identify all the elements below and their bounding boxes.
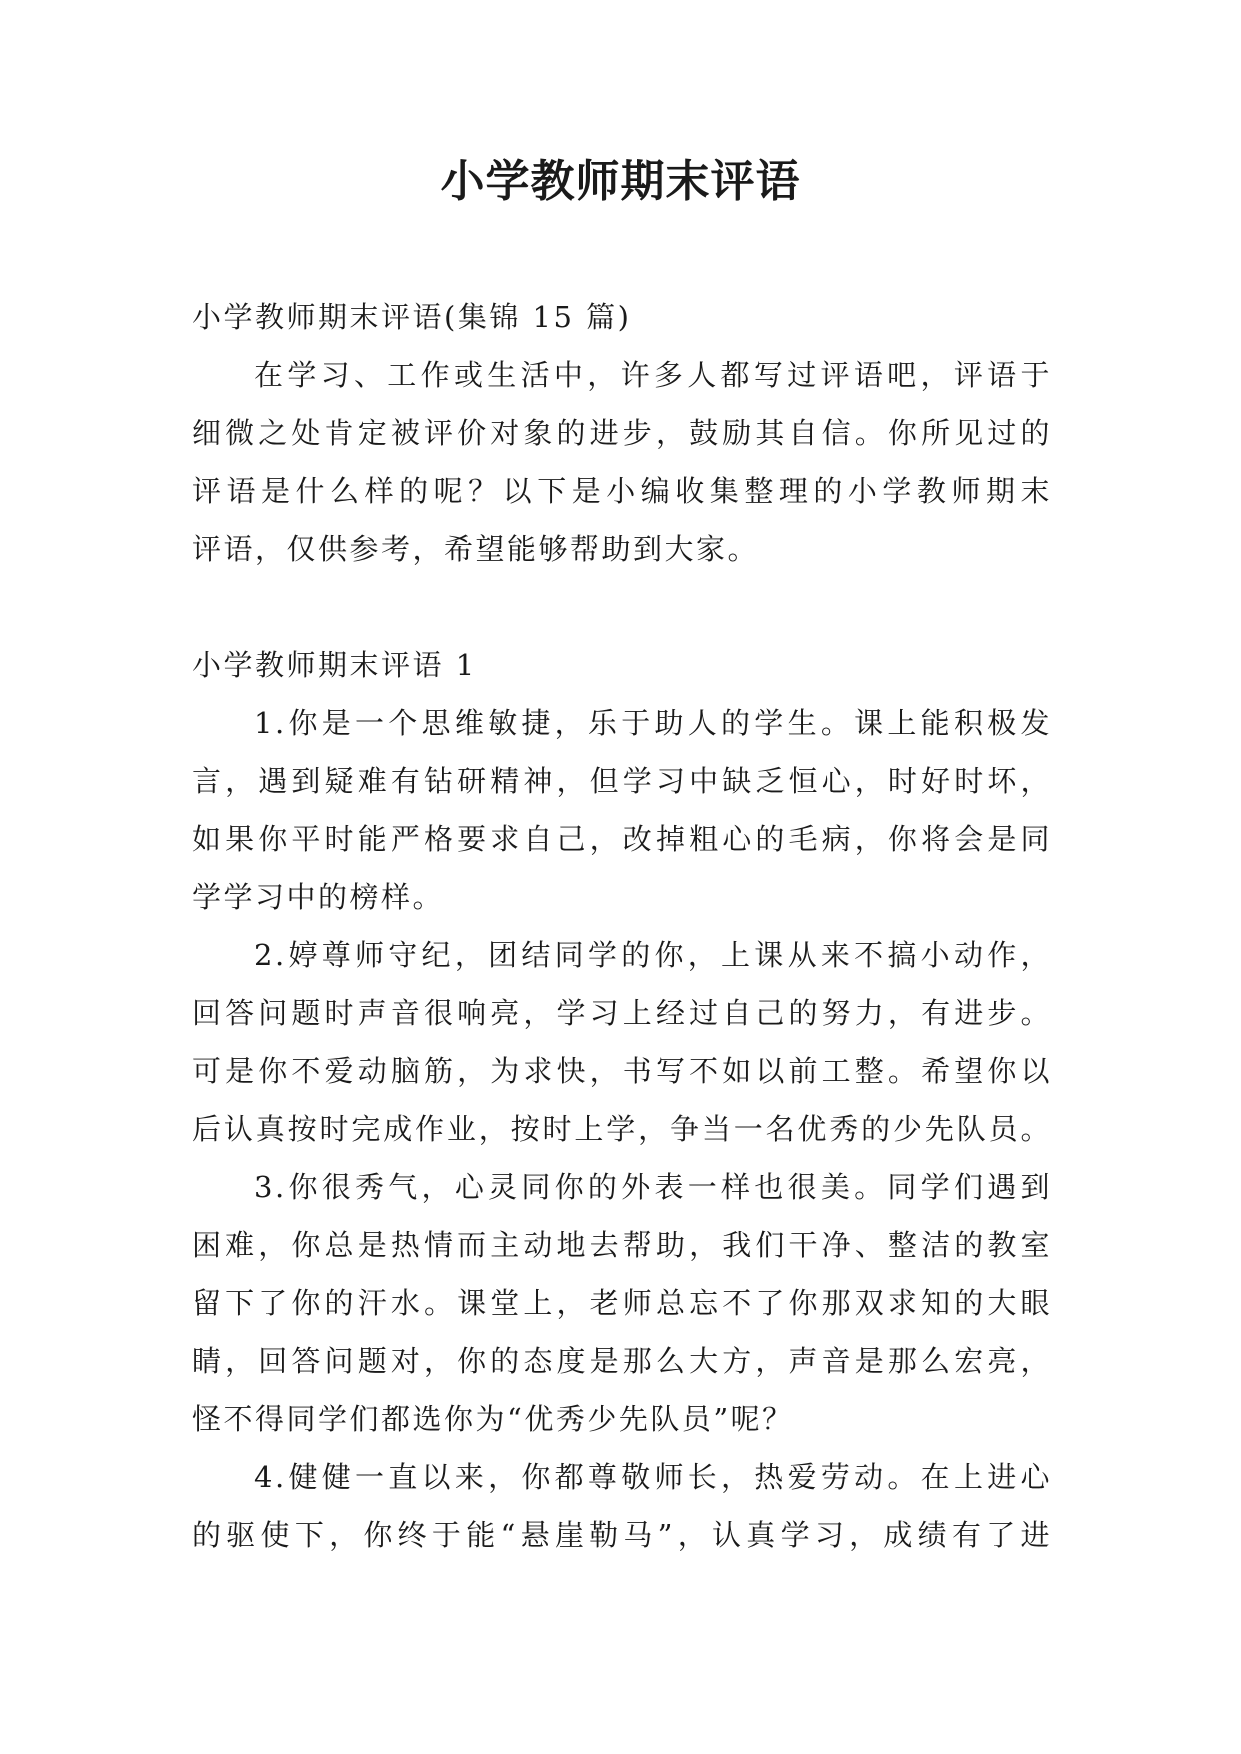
paragraph-spacer xyxy=(192,578,1052,636)
paragraph-line: 评语，仅供参考，希望能够帮助到大家。 xyxy=(192,532,760,566)
document-subtitle: 小学教师期末评语(集锦 15 篇) xyxy=(192,300,632,334)
paragraph-line: 如果你平时能严格要求自己，改掉粗心的毛病，你将会是同 xyxy=(192,822,1052,856)
comment-item-4 xyxy=(192,1448,1052,1564)
paragraph-line: 可是你不爱动脑筋，为求快，书写不如以前工整。希望你以 xyxy=(192,1054,1052,1088)
paragraph-line: 1.你是一个思维敏捷，乐于助人的学生。课上能积极发 xyxy=(254,706,1052,740)
paragraph-line: 睛，回答问题对，你的态度是那么大方，声音是那么宏亮， xyxy=(192,1344,1052,1378)
document-title: 小学教师期末评语 xyxy=(440,156,801,207)
paragraph-line: 困难，你总是热情而主动地去帮助，我们干净、整洁的教室 xyxy=(192,1228,1052,1262)
paragraph-line: 学学习中的榜样。 xyxy=(192,880,445,914)
paragraph-line: 3.你很秀气，心灵同你的外表一样也很美。同学们遇到 xyxy=(254,1170,1052,1204)
paragraph-line: 回答问题时声音很响亮，学习上经过自己的努力，有进步。 xyxy=(192,996,1052,1030)
comment-item-2 xyxy=(192,926,1052,1158)
paragraph-line: 后认真按时完成作业，按时上学，争当一名优秀的少先队员。 xyxy=(192,1112,1052,1146)
paragraph-line: 的驱使下，你终于能“悬崖勒马”，认真学习，成绩有了进 xyxy=(192,1518,1052,1552)
paragraph-line: 2.婷尊师守纪，团结同学的你，上课从来不搞小动作， xyxy=(254,938,1052,972)
paragraph-line: 言，遇到疑难有钻研精神，但学习中缺乏恒心，时好时坏， xyxy=(192,764,1052,798)
paragraph-line: 4.健健一直以来，你都尊敬师长，热爱劳动。在上进心 xyxy=(254,1460,1052,1494)
document-body xyxy=(192,288,1052,1564)
paragraph-line: 细微之处肯定被评价对象的进步，鼓励其自信。你所见过的 xyxy=(192,416,1052,450)
paragraph-line: 留下了你的汗水。课堂上，老师总忘不了你那双求知的大眼 xyxy=(192,1286,1052,1320)
paragraph-line: 怪不得同学们都选你为“优秀少先队员”呢？ xyxy=(192,1402,794,1436)
comment-item-3 xyxy=(192,1158,1052,1448)
section-heading: 小学教师期末评语 1 xyxy=(192,648,477,682)
paragraph-line: 评语是什么样的呢？以下是小编收集整理的小学教师期末 xyxy=(192,474,1052,508)
comment-item-1 xyxy=(192,694,1052,926)
intro-paragraph xyxy=(192,346,1052,578)
paragraph-line: 在学习、工作或生活中，许多人都写过评语吧，评语于 xyxy=(254,358,1052,392)
